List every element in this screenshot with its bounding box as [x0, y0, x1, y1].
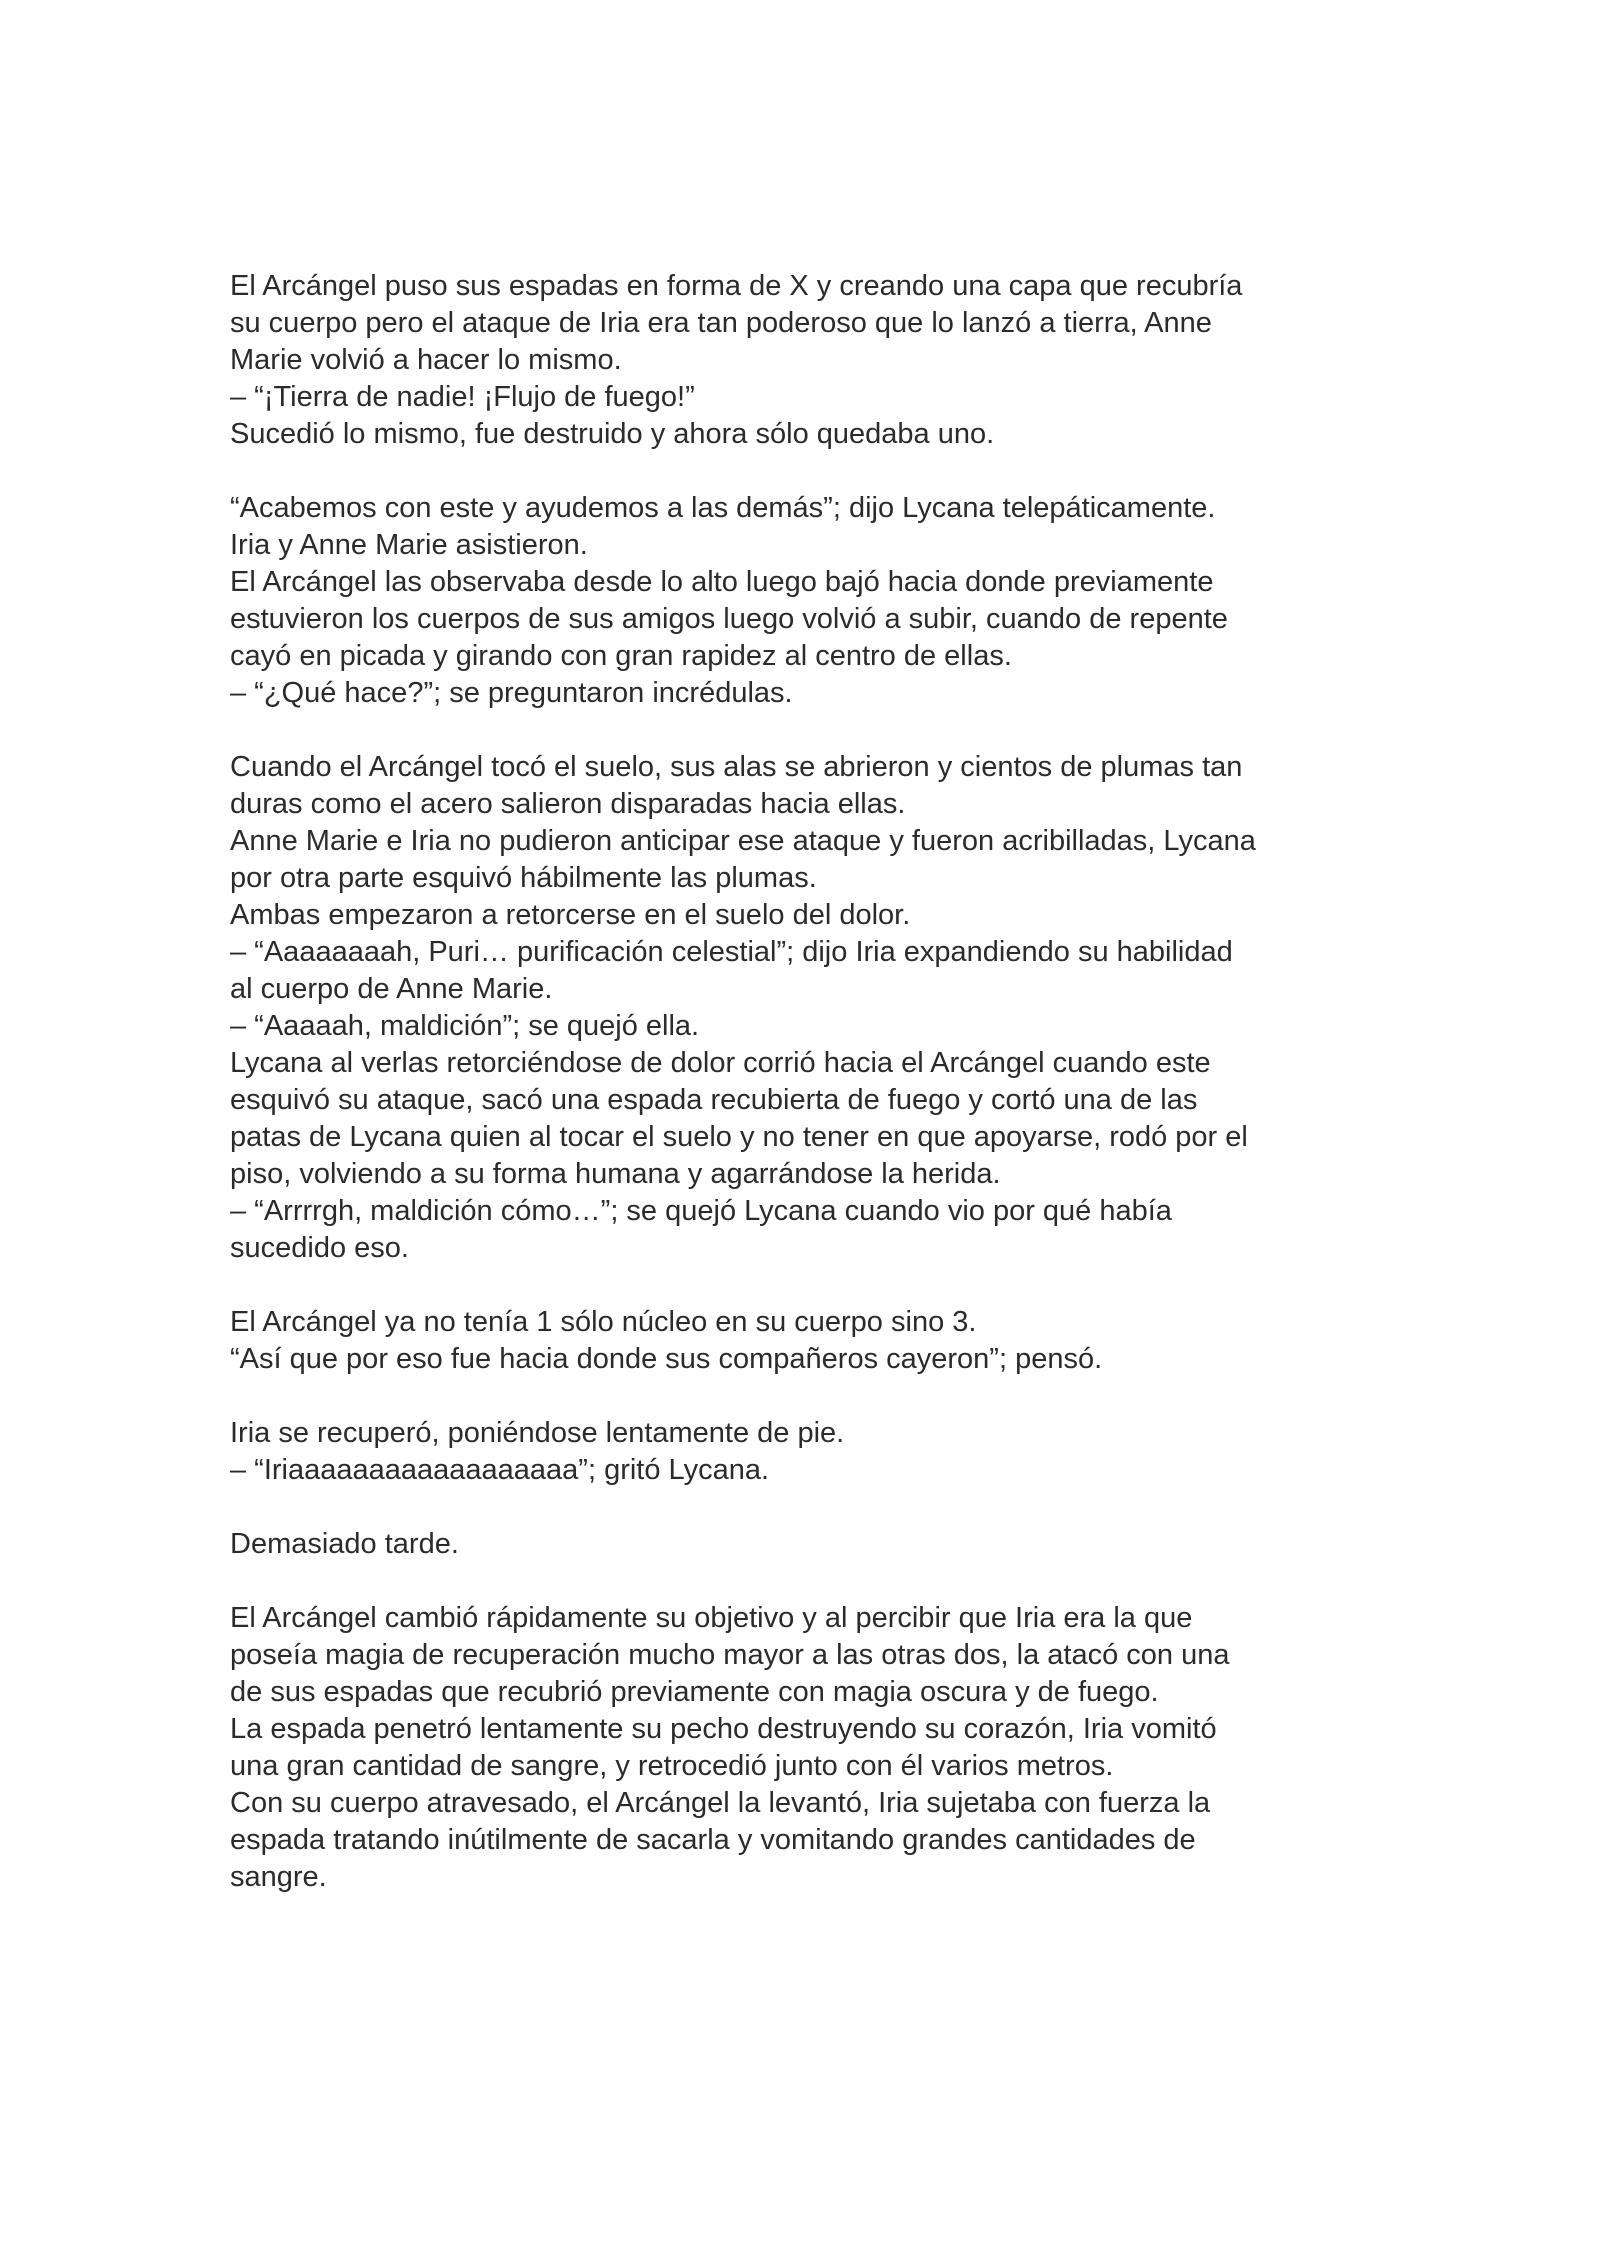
text-line: poseía magia de recuperación mucho mayor a las otras dos, la atacó con una [230, 1639, 1230, 1671]
paragraph [230, 268, 1390, 453]
text-line: – “¿Qué hace?”; se preguntaron incrédulas. [230, 677, 793, 709]
text-line: Demasiado tarde. [230, 1528, 459, 1560]
text-line: esquivó su ataque, sacó una espada recubierta de fuego y cortó una de las [230, 1084, 1198, 1116]
text-line: cayó en picada y girando con gran rapidez al centro de ellas. [230, 640, 1012, 672]
text-line: duras como el acero salieron disparadas hacia ellas. [230, 788, 906, 820]
text-line: Marie volvió a hacer lo mismo. [230, 344, 622, 376]
text-line: “Así que por eso fue hacia donde sus compañeros cayeron”; pensó. [230, 1343, 1103, 1375]
text-line: Iria se recuperó, poniéndose lentamente de pie. [230, 1417, 845, 1449]
text-line: patas de Lycana quien al tocar el suelo y no tener en que apoyarse, rodó por el [230, 1121, 1248, 1153]
text-line: El Arcángel cambió rápidamente su objetivo y al percibir que Iria era la que [230, 1602, 1193, 1634]
text-line: Ambas empezaron a retorcerse en el suelo del dolor. [230, 899, 911, 931]
text-line: de sus espadas que recubrió previamente con magia oscura y de fuego. [230, 1676, 1159, 1708]
paragraph [230, 1304, 1390, 1378]
paragraph [230, 1526, 1390, 1563]
text-line: “Acabemos con este y ayudemos a las demás”; dijo Lycana telepáticamente. [230, 492, 1216, 524]
text-line: estuvieron los cuerpos de sus amigos luego volvió a subir, cuando de repente [230, 603, 1228, 635]
text-line: El Arcángel las observaba desde lo alto luego bajó hacia donde previamente [230, 566, 1214, 598]
document-body [230, 268, 1390, 1933]
text-line: La espada penetró lentamente su pecho destruyendo su corazón, Iria vomitó [230, 1713, 1217, 1745]
text-line: – “¡Tierra de nadie! ¡Flujo de fuego!” [230, 381, 695, 413]
text-line: Con su cuerpo atravesado, el Arcángel la levantó, Iria sujetaba con fuerza la [230, 1787, 1211, 1819]
paragraph [230, 1600, 1390, 1896]
text-line: Cuando el Arcángel tocó el suelo, sus alas se abrieron y cientos de plumas tan [230, 751, 1243, 783]
text-line: Lycana al verlas retorciéndose de dolor corrió hacia el Arcángel cuando este [230, 1047, 1211, 1079]
text-line: su cuerpo pero el ataque de Iria era tan poderoso que lo lanzó a tierra, Anne [230, 307, 1212, 339]
text-line: piso, volviendo a su forma humana y agarrándose la herida. [230, 1158, 1001, 1190]
text-line: Anne Marie e Iria no pudieron anticipar ese ataque y fueron acribilladas, Lycana [230, 825, 1256, 857]
paragraph [230, 490, 1390, 712]
paragraph [230, 749, 1390, 1267]
text-line: El Arcángel ya no tenía 1 sólo núcleo en su cuerpo sino 3. [230, 1306, 977, 1338]
text-line: espada tratando inútilmente de sacarla y vomitando grandes cantidades de [230, 1824, 1196, 1856]
text-line: El Arcángel puso sus espadas en forma de X y creando una capa que recubría [230, 270, 1243, 302]
text-line: – “Iriaaaaaaaaaaaaaaaaaa”; gritó Lycana. [230, 1454, 770, 1486]
text-line: sucedido eso. [230, 1232, 409, 1264]
text-line: por otra parte esquivó hábilmente las plumas. [230, 862, 817, 894]
text-line: – “Aaaaah, maldición”; se quejó ella. [230, 1010, 700, 1042]
text-line: una gran cantidad de sangre, y retrocedió junto con él varios metros. [230, 1750, 1114, 1782]
text-line: Sucedió lo mismo, fue destruido y ahora sólo quedaba uno. [230, 418, 995, 450]
text-line: – “Arrrrgh, maldición cómo…”; se quejó Lycana cuando vio por qué había [230, 1195, 1172, 1227]
text-line: sangre. [230, 1861, 327, 1893]
text-line: – “Aaaaaaaah, Puri… purificación celestial”; dijo Iria expandiendo su habilidad [230, 936, 1233, 968]
text-line: Iria y Anne Marie asistieron. [230, 529, 588, 561]
paragraph [230, 1415, 1390, 1489]
text-line: al cuerpo de Anne Marie. [230, 973, 553, 1005]
